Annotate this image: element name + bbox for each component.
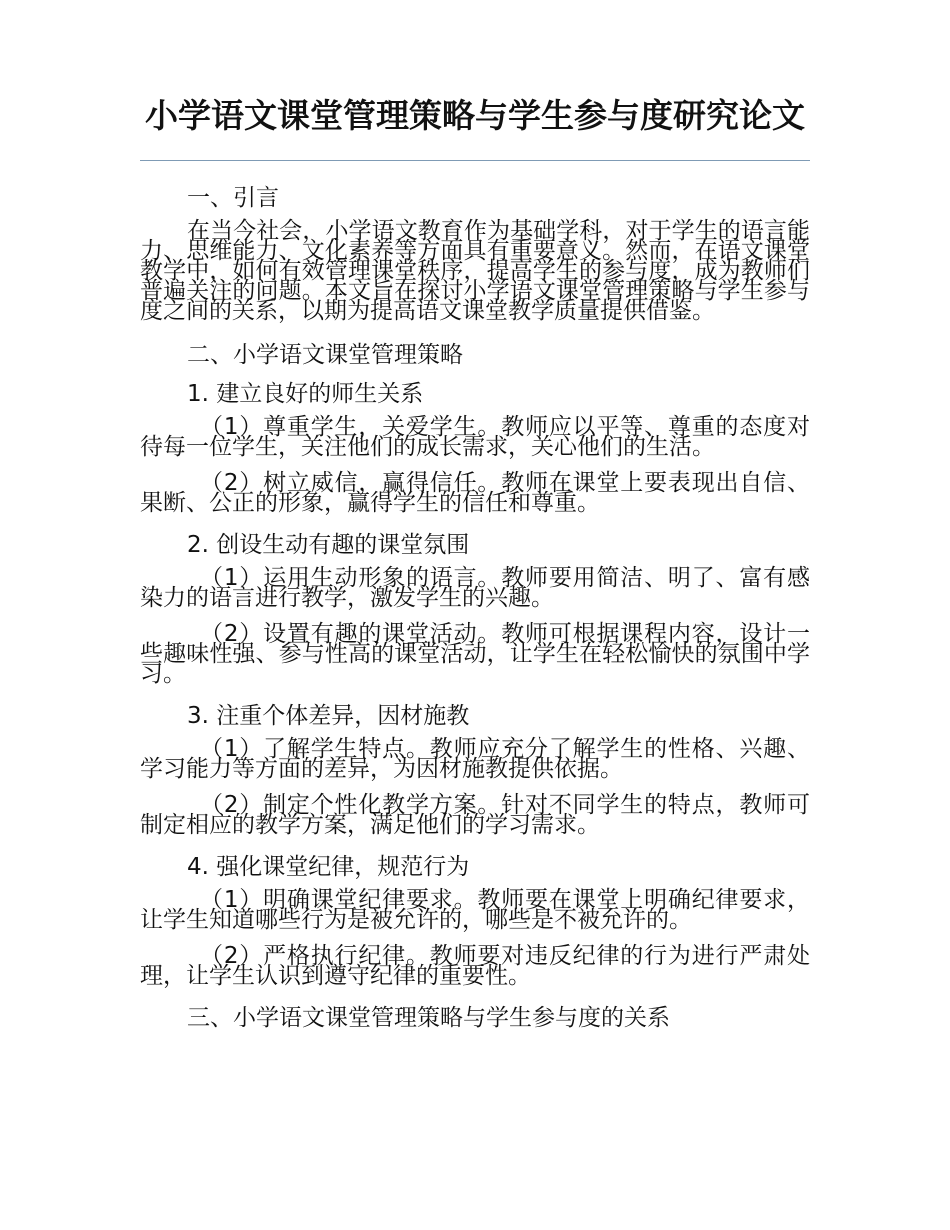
paragraph-enforce-rules: （2）严格执行纪律。教师要对违反纪律的行为进行严肃处理，让学生认识到遵守纪律的重要性。: [140, 943, 810, 989]
paragraph-build-trust: （2）树立威信，赢得信任。教师在课堂上要表现出自信、果断、公正的形象，赢得学生的信任和尊重。: [140, 470, 810, 516]
section-heading-strategy: 二、小学语文课堂管理策略: [187, 342, 463, 368]
paragraph-fun-activities: （2）设置有趣的课堂活动。教师可根据课程内容，设计一些趣味性强、参与性高的课堂活动，让学生在轻松愉快的氛围中学习。: [140, 621, 810, 687]
paragraph-personalized-plans: （2）制定个性化教学方案。针对不同学生的特点，教师可制定相应的教学方案，满足他们的学习需求。: [140, 792, 810, 838]
section-heading-relation: 三、小学语文课堂管理策略与学生参与度的关系: [187, 1005, 670, 1031]
paragraph-respect-students: （1）尊重学生，关爱学生。教师应以平等、尊重的态度对待每一位学生，关注他们的成长需求，关心他们的生活。: [140, 414, 810, 460]
document-title: 小学语文课堂管理策略与学生参与度研究论文: [145, 96, 805, 135]
paragraph-clear-rules: （1）明确课堂纪律要求。教师要在课堂上明确纪律要求，让学生知道哪些行为是被允许的，哪些是不被允许的。: [140, 887, 810, 933]
paragraph-know-students: （1）了解学生特点。教师应充分了解学生的性格、兴趣、学习能力等方面的差异，为因材施教提供依据。: [140, 736, 810, 782]
document-body: [140, 182, 810, 1041]
subheading-teacher-student-relation: 1. 建立良好的师生关系: [187, 381, 424, 407]
subheading-individual-differences: 3. 注重个体差异，因材施教: [187, 703, 470, 729]
section-heading-intro: 一、引言: [187, 185, 279, 211]
intro-paragraph: 在当今社会，小学语文教育作为基础学科，对于学生的语言能力、思维能力、文化素养等方面具有重要意义。然而，在语文课堂教学中，如何有效管理课堂秩序，提高学生的参与度，成为教师们普遍关注的问题。本文旨在探讨小学语文课堂管理策略与学生参与度之间的关系，以期为提高语文课堂教学质量提供借鉴。: [140, 218, 810, 324]
subheading-classroom-discipline: 4. 强化课堂纪律，规范行为: [187, 854, 470, 880]
subheading-classroom-atmosphere: 2. 创设生动有趣的课堂氛围: [187, 532, 470, 558]
title-underline: [140, 160, 810, 161]
paragraph-vivid-language: （1）运用生动形象的语言。教师要用简洁、明了、富有感染力的语言进行教学，激发学生的兴趣。: [140, 565, 810, 611]
